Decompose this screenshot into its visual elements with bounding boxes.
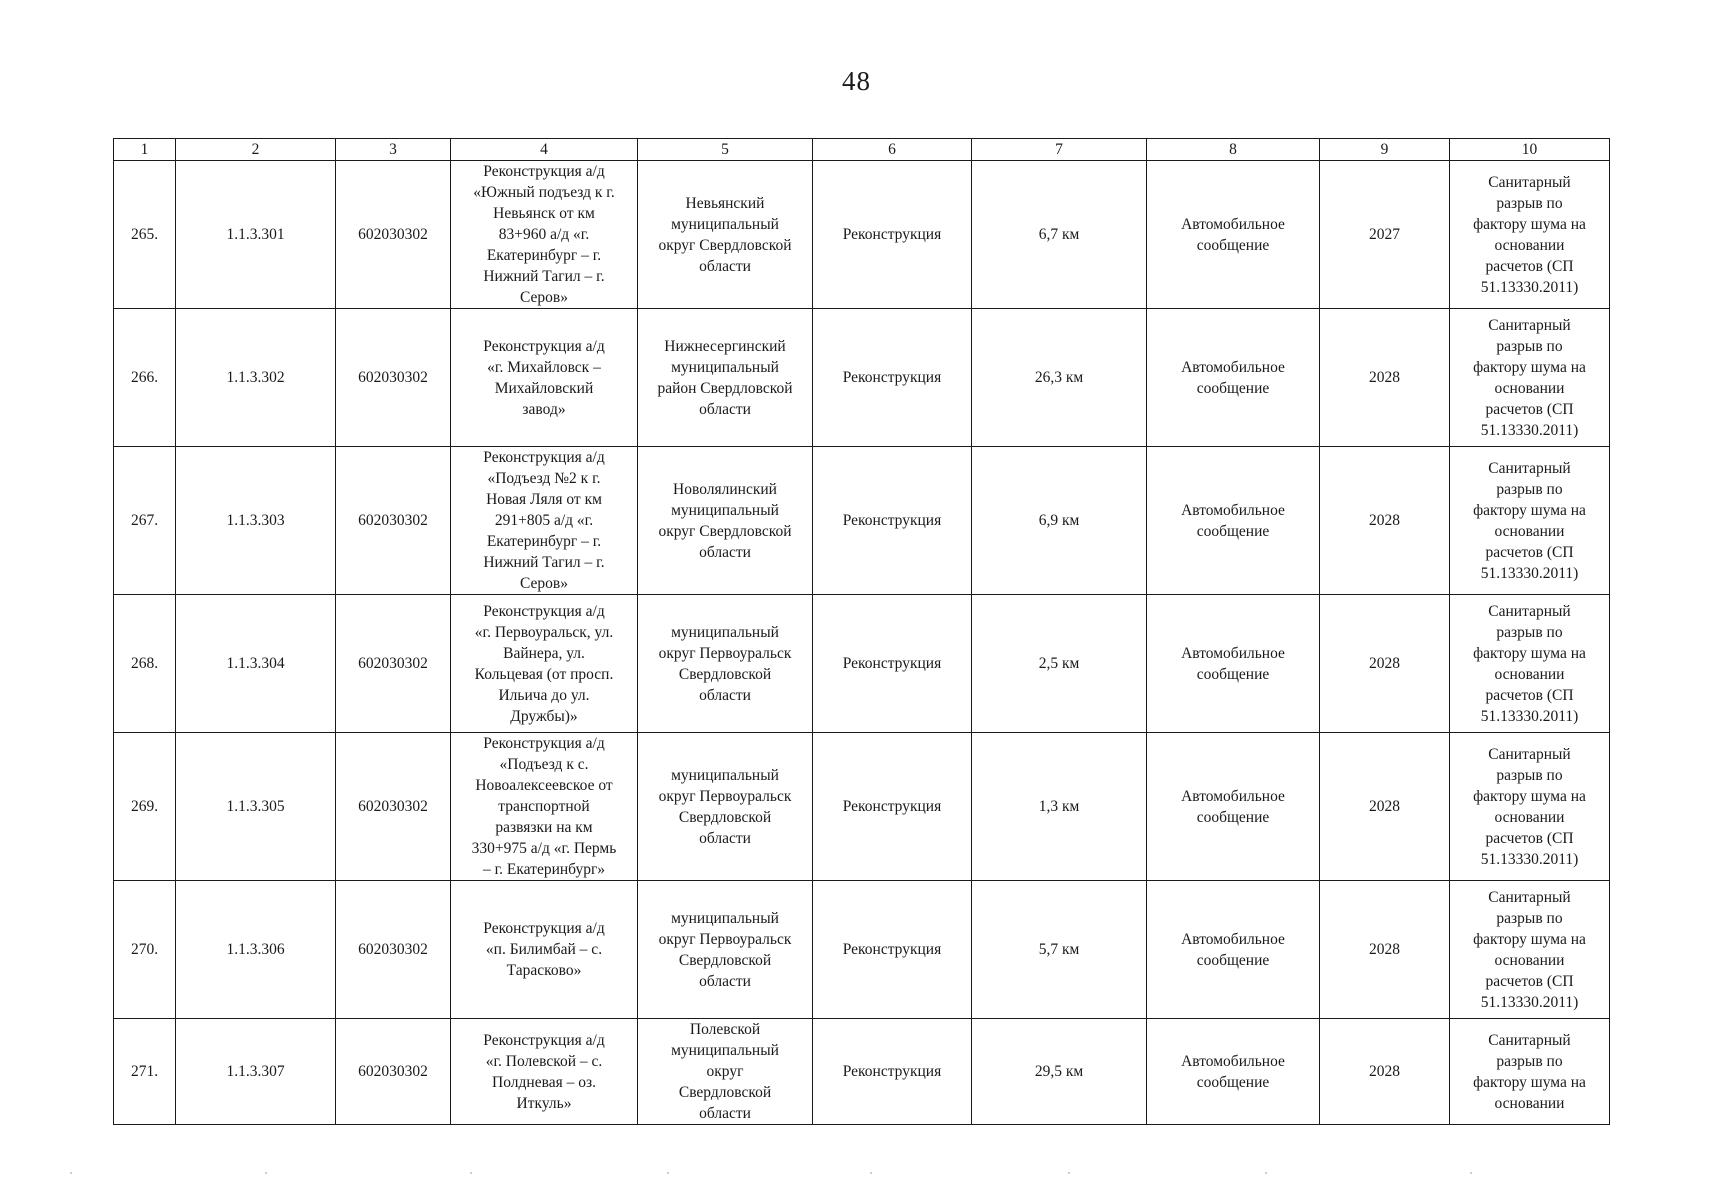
object-name: Реконструкция а/д «п. Билимбай – с. Тарасково» (483, 920, 605, 979)
location: Новолялинский муниципальный округ Свердловской области (658, 480, 792, 561)
activity-cell (813, 447, 972, 595)
zone-description: Санитарный разрыв по фактору шума на основании расчетов (СП 51.13330.2011) (1473, 602, 1586, 725)
classifier-code: 602030302 (358, 1063, 428, 1080)
length: 5,7 км (1038, 941, 1080, 958)
purpose-cell (1147, 595, 1320, 733)
activity-cell (813, 595, 972, 733)
year: 2028 (1369, 798, 1400, 815)
scan-artifacts (0, 1172, 1713, 1176)
classifier-cell (336, 161, 451, 309)
zone-cell (1450, 595, 1610, 733)
row-number-cell (114, 733, 176, 881)
object-name-cell (451, 161, 638, 309)
purpose: Автомобильное сообщение (1181, 501, 1285, 540)
location-cell (638, 447, 813, 595)
classifier-cell (336, 447, 451, 595)
length-cell (972, 881, 1147, 1019)
row-number: 267. (130, 512, 159, 529)
column-header: 10 (1450, 139, 1610, 161)
zone-description: Санитарный разрыв по фактору шума на основании расчетов (СП 51.13330.2011) (1473, 173, 1586, 296)
year: 2028 (1369, 369, 1400, 386)
location: муниципальный округ Первоуральск Свердловской области (658, 909, 792, 990)
purpose: Автомобильное сообщение (1181, 1052, 1285, 1091)
classifier-code: 602030302 (358, 941, 428, 958)
row-number: 266. (130, 369, 159, 386)
activity-type: Реконструкция (842, 512, 942, 529)
purpose: Автомобильное сообщение (1181, 930, 1285, 969)
object-name-cell (451, 1019, 638, 1125)
object-name: Реконструкция а/д «Подъезд к с. Новоалексеевское от транспортной развязки на км 330+975 а/д «г. Пермь – г. Екатеринбург» (471, 735, 617, 878)
purpose: Автомобильное сообщение (1181, 358, 1285, 397)
page-number: 48 (842, 66, 871, 96)
length: 29,5 км (1034, 1063, 1084, 1080)
row-number-cell (114, 161, 176, 309)
location: Полевской муниципальный округ Свердловской области (671, 1021, 779, 1122)
table-header-row (114, 139, 1610, 161)
location-cell (638, 161, 813, 309)
year-cell (1320, 447, 1450, 595)
length: 2,5 км (1038, 655, 1080, 672)
code-cell (176, 447, 336, 595)
location: Невьянский муниципальный округ Свердловской области (658, 194, 792, 275)
column-header: 7 (972, 139, 1147, 161)
length-cell (972, 161, 1147, 309)
object-name: Реконструкция а/д «Подъезд №2 к г. Новая Ляля от км 291+805 а/д «г. Екатеринбург – г. Нижний Тагил – г. Серов» (483, 449, 605, 592)
code-cell (176, 595, 336, 733)
row-number: 269. (130, 798, 159, 815)
length: 6,7 км (1038, 226, 1080, 243)
classifier-cell (336, 1019, 451, 1125)
row-number: 270. (130, 941, 159, 958)
table-row (114, 309, 1610, 447)
classifier-cell (336, 733, 451, 881)
location: муниципальный округ Первоуральск Свердловской области (658, 623, 792, 704)
object-name-cell (451, 881, 638, 1019)
activity-cell (813, 733, 972, 881)
year-cell (1320, 161, 1450, 309)
zone-cell (1450, 733, 1610, 881)
object-name: Реконструкция а/д «г. Полевской – с. Полдневая – оз. Иткуль» (483, 1031, 605, 1112)
column-header: 2 (176, 139, 336, 161)
activity-cell (813, 881, 972, 1019)
table-row (114, 733, 1610, 881)
object-code: 1.1.3.304 (226, 655, 285, 672)
year: 2028 (1369, 941, 1400, 958)
purpose: Автомобильное сообщение (1181, 644, 1285, 683)
object-code: 1.1.3.303 (226, 512, 285, 529)
location-cell (638, 881, 813, 1019)
classifier-cell (336, 595, 451, 733)
purpose: Автомобильное сообщение (1181, 787, 1285, 826)
location: муниципальный округ Первоуральск Свердловской области (658, 766, 792, 847)
table-row (114, 447, 1610, 595)
classifier-code: 602030302 (358, 369, 428, 386)
zone-cell (1450, 881, 1610, 1019)
classifier-code: 602030302 (358, 655, 428, 672)
year: 2028 (1369, 512, 1400, 529)
zone-description: Санитарный разрыв по фактору шума на основании расчетов (СП 51.13330.2011) (1473, 745, 1586, 868)
code-cell (176, 733, 336, 881)
column-header: 3 (336, 139, 451, 161)
zone-cell (1450, 447, 1610, 595)
purpose: Автомобильное сообщение (1181, 215, 1285, 254)
length-cell (972, 595, 1147, 733)
table-row (114, 595, 1610, 733)
activity-cell (813, 1019, 972, 1125)
purpose-cell (1147, 733, 1320, 881)
purpose-cell (1147, 881, 1320, 1019)
classifier-cell (336, 309, 451, 447)
column-header: 5 (638, 139, 813, 161)
location-cell (638, 733, 813, 881)
activity-type: Реконструкция (842, 1063, 942, 1080)
row-number: 268. (130, 655, 159, 672)
column-header: 6 (813, 139, 972, 161)
object-name: Реконструкция а/д «Южный подъезд к г. Невьянск от км 83+960 а/д «г. Екатеринбург – г. Нижний Тагил – г. Серов» (473, 163, 615, 306)
year: 2028 (1369, 1063, 1400, 1080)
object-code: 1.1.3.301 (226, 226, 285, 243)
length-cell (972, 447, 1147, 595)
row-number-cell (114, 595, 176, 733)
table-row (114, 161, 1610, 309)
classifier-code: 602030302 (358, 798, 428, 815)
object-code: 1.1.3.307 (226, 1063, 285, 1080)
year-cell (1320, 733, 1450, 881)
zone-description: Санитарный разрыв по фактору шума на основании расчетов (СП 51.13330.2011) (1473, 888, 1586, 1011)
object-name: Реконструкция а/д «г. Михайловск – Михайловский завод» (483, 337, 605, 418)
activity-type: Реконструкция (842, 655, 942, 672)
purpose-cell (1147, 161, 1320, 309)
code-cell (176, 309, 336, 447)
activity-cell (813, 309, 972, 447)
length-cell (972, 733, 1147, 881)
location-cell (638, 309, 813, 447)
table-row (114, 1019, 1610, 1125)
activity-type: Реконструкция (842, 369, 942, 386)
location-cell (638, 1019, 813, 1125)
row-number-cell (114, 1019, 176, 1125)
row-number-cell (114, 881, 176, 1019)
column-header: 1 (114, 139, 176, 161)
object-name-cell (451, 733, 638, 881)
object-name-cell (451, 595, 638, 733)
location-cell (638, 595, 813, 733)
object-code: 1.1.3.306 (226, 941, 285, 958)
classifier-code: 602030302 (358, 226, 428, 243)
zone-description: Санитарный разрыв по фактору шума на основании расчетов (СП 51.13330.2011) (1473, 316, 1586, 439)
classifier-cell (336, 881, 451, 1019)
row-number: 271. (130, 1063, 159, 1080)
object-name-cell (451, 309, 638, 447)
row-number: 265. (130, 226, 159, 243)
row-number-cell (114, 309, 176, 447)
purpose-cell (1147, 309, 1320, 447)
length: 6,9 км (1038, 512, 1080, 529)
length: 26,3 км (1034, 369, 1084, 386)
activity-type: Реконструкция (842, 798, 942, 815)
length: 1,3 км (1038, 798, 1080, 815)
code-cell (176, 161, 336, 309)
year: 2027 (1369, 226, 1400, 243)
row-number-cell (114, 447, 176, 595)
activity-type: Реконструкция (842, 226, 942, 243)
year-cell (1320, 595, 1450, 733)
zone-cell (1450, 1019, 1610, 1125)
activity-type: Реконструкция (842, 941, 942, 958)
zone-description: Санитарный разрыв по фактору шума на основании расчетов (СП 51.13330.2011) (1473, 459, 1586, 582)
zone-cell (1450, 309, 1610, 447)
column-header: 9 (1320, 139, 1450, 161)
code-cell (176, 881, 336, 1019)
data-table (113, 138, 1610, 1125)
column-header: 8 (1147, 139, 1320, 161)
year-cell (1320, 309, 1450, 447)
zone-description: Санитарный разрыв по фактору шума на основании (1473, 1031, 1586, 1112)
classifier-code: 602030302 (358, 512, 428, 529)
code-cell (176, 1019, 336, 1125)
length-cell (972, 309, 1147, 447)
object-name: Реконструкция а/д «г. Первоуральск, ул. Вайнера, ул. Кольцевая (от просп. Ильича до ул. Дружбы)» (474, 602, 614, 725)
zone-cell (1450, 161, 1610, 309)
table-row (114, 881, 1610, 1019)
object-name-cell (451, 447, 638, 595)
year-cell (1320, 881, 1450, 1019)
activity-cell (813, 161, 972, 309)
location: Нижнесергинский муниципальный район Свердловской области (657, 337, 793, 418)
purpose-cell (1147, 1019, 1320, 1125)
year-cell (1320, 1019, 1450, 1125)
year: 2028 (1369, 655, 1400, 672)
object-code: 1.1.3.302 (226, 369, 285, 386)
purpose-cell (1147, 447, 1320, 595)
column-header: 4 (451, 139, 638, 161)
object-code: 1.1.3.305 (226, 798, 285, 815)
length-cell (972, 1019, 1147, 1125)
